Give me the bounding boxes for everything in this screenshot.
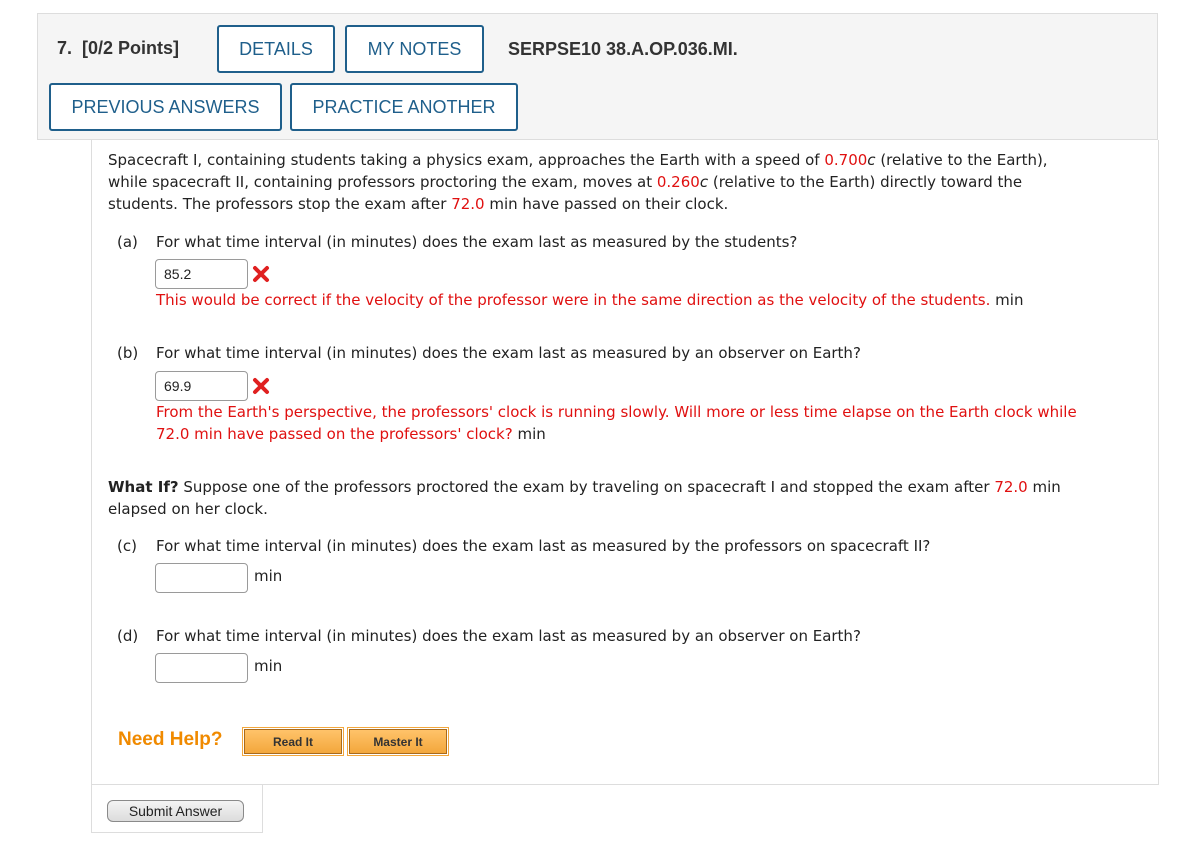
details-button[interactable]: DETAILS [217, 25, 335, 73]
part-a-question: For what time interval (in minutes) does the exam last as measured by the students? [156, 233, 798, 251]
incorrect-x-icon [252, 377, 270, 395]
master-it-button[interactable]: Master It [349, 729, 447, 754]
part-b-question: For what time interval (in minutes) does the exam last as measured by an observer on Earth? [156, 344, 861, 362]
part-d-unit: min [254, 657, 283, 675]
part-a-feedback: This would be correct if the velocity of the professor were in the same direction as the velocity of the students. min [156, 291, 1024, 309]
part-b-unit: min [517, 425, 546, 443]
whatif-line-1: What If? Suppose one of the professors proctored the exam by traveling on spacecraft I and stopped the exam after 72.0 min [108, 478, 1061, 496]
part-c-unit: min [254, 567, 283, 585]
whatif-heading: What If? [108, 478, 179, 496]
my-notes-button[interactable]: MY NOTES [345, 25, 484, 73]
part-b-label: (b) [117, 344, 139, 362]
problem-code: SERPSE10 38.A.OP.036.MI. [508, 39, 738, 59]
question-number-and-points [57, 38, 179, 59]
incorrect-x-icon [252, 265, 270, 283]
read-it-button[interactable]: Read It [244, 729, 342, 754]
part-a-label: (a) [117, 233, 138, 251]
part-d-answer-input[interactable] [155, 653, 248, 683]
question-header [37, 13, 1158, 140]
question-number: 7. [57, 38, 73, 58]
part-b-answer-input[interactable] [155, 371, 248, 401]
part-a-answer-input[interactable] [155, 259, 248, 289]
problem-line-3: students. The professors stop the exam after 72.0 min have passed on their clock. [108, 195, 729, 213]
problem-line-2: while spacecraft II, containing professors proctoring the exam, moves at 0.260c (relative to the Earth) directly toward the [108, 173, 1023, 191]
part-a-unit: min [995, 291, 1024, 309]
problem-line-1: Spacecraft I, containing students taking a physics exam, approaches the Earth with a speed of 0.700c (relative to the Earth), [108, 151, 1048, 169]
part-b-feedback-line-2: 72.0 min have passed on the professors' clock? min [156, 425, 546, 443]
part-b-feedback-line-1: From the Earth's perspective, the professors' clock is running slowly. Will more or less time elapse on the Earth clock while [156, 403, 1077, 421]
part-d-question: For what time interval (in minutes) does the exam last as measured by an observer on Earth? [156, 627, 861, 645]
points: [0/2 Points] [82, 38, 180, 58]
part-c-question: For what time interval (in minutes) does the exam last as measured by the professors on spacecraft II? [156, 537, 931, 555]
part-c-answer-input[interactable] [155, 563, 248, 593]
whatif-time: 72.0 [994, 478, 1028, 496]
speed-1: 0.700 [824, 151, 868, 169]
practice-another-button[interactable]: PRACTICE ANOTHER [290, 83, 518, 131]
part-d-label: (d) [117, 627, 139, 645]
submit-answer-button[interactable]: Submit Answer [107, 800, 244, 822]
previous-answers-button[interactable]: PREVIOUS ANSWERS [49, 83, 282, 131]
speed-2: 0.260 [656, 173, 700, 191]
time-value: 72.0 [451, 195, 485, 213]
whatif-line-2: elapsed on her clock. [108, 500, 268, 518]
part-c-label: (c) [117, 537, 137, 555]
need-help-label: Need Help? [118, 729, 223, 750]
